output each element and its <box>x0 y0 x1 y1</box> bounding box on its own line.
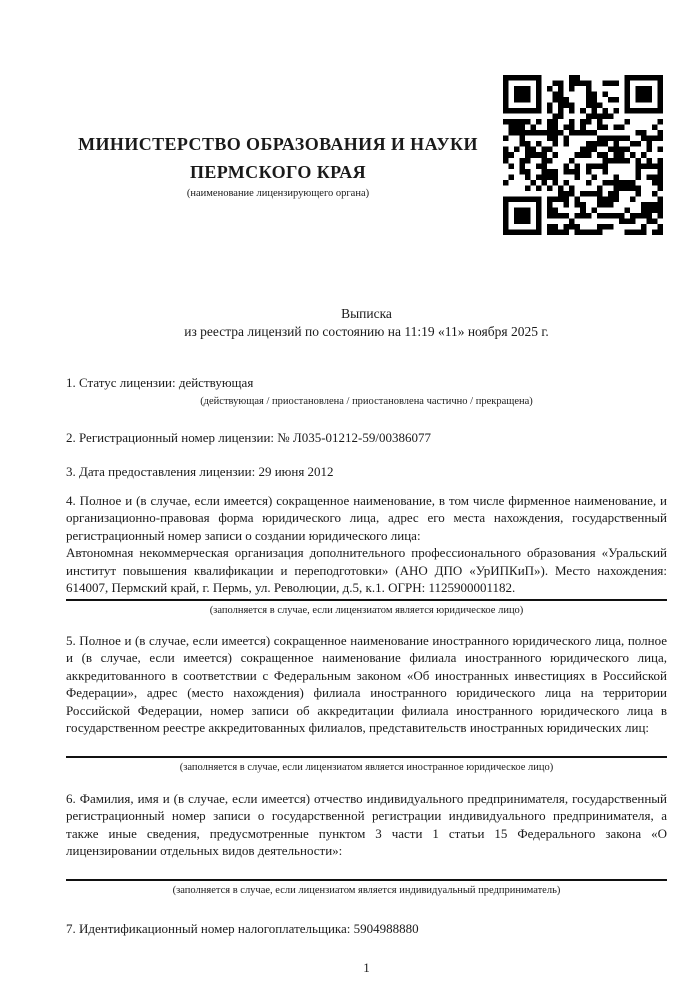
individual-entrepreneur-field-label: 6. Фамилия, имя и (в случае, если имеется) отчество индивидуального предпринимателя, государственный регистрационный номер записи о государственной регистрации индивидуального предпринимателя, а также иные сведения, предусмотренные пунктом 3 части 1 статьи 15 Федерального закона «О лицензировании отдельных видов деятельности»: <box>66 790 667 858</box>
individual-entrepreneur-section <box>66 790 667 897</box>
foreign-entity-field-label: 5. Полное и (в случае, если имеется) сокращенное наименование иностранного юридического лица, полное и (в случае, если имеется) сокращенное наименование филиала иностранного юридического лица, аккредитованного в соответствии с Федеральным законом «Об иностранных инвестициях в Российской Федерации», адрес (место нахождения) филиала иностранного юридического лица на территории Российской Федерации, номер записи об аккредитации филиала иностранного юридического лица в государственном реестре аккредитованных филиалов, представительств иностранных юридических лиц: <box>66 632 667 735</box>
legal-entity-caption: (заполняется в случае, если лицензиатом является юридическое лицо) <box>209 604 524 616</box>
license-status-caption: (действующая / приостановлена / приостановлена частично / прекращена) <box>200 395 533 407</box>
licensing-authority-header <box>66 0 490 201</box>
individual-entrepreneur-caption: (заполняется в случае, если лицензиатом является индивидуальный предприниматель) <box>172 884 561 896</box>
document-title <box>66 305 667 341</box>
foreign-entity-empty-value <box>66 737 667 754</box>
individual-entrepreneur-empty-value <box>66 860 667 877</box>
license-status-line: 1. Статус лицензии: действующая <box>66 375 254 390</box>
document-title-line2: из реестра лицензий по состоянию на 11:19 «11» ноября 2025 г. <box>184 324 549 339</box>
legal-entity-field-label: 4. Полное и (в случае, если имеется) сокращенное наименование, в том числе фирменное наименование, и организационно-правовая форма юридического лица, адрес его места нахождения, государственный регистрационный номер записи о создании юридического лица: <box>66 492 667 543</box>
legal-entity-field-value: Автономная некоммерческая организация дополнительного профессионального образования «Уральский институт повышения квалификации и переподготовки» (АНО ДПО «УрИПКиП»). Место нахождения: 614007, Пермский край, г. Пермь, ул. Революции, д.5, к.1. ОГРН: 1125900001182. <box>66 545 667 595</box>
foreign-entity-caption: (заполняется в случае, если лицензиатом является иностранное юридическое лицо) <box>179 761 554 773</box>
qr-code <box>503 75 663 235</box>
page-number: 1 <box>363 960 370 975</box>
individual-entrepreneur-underline <box>66 879 667 881</box>
taxpayer-id-line: 7. Идентификационный номер налогоплательщика: 5904988880 <box>66 920 419 936</box>
ministry-name-line1: МИНИСТЕРСТВО ОБРАЗОВАНИЯ И НАУКИ <box>78 134 478 154</box>
document-title-line1: Выписка <box>341 306 392 321</box>
legal-entity-underline <box>66 599 667 601</box>
legal-entity-section <box>66 492 667 617</box>
license-grant-date-line: 3. Дата предоставления лицензии: 29 июня 2012 <box>66 464 334 479</box>
foreign-entity-underline <box>66 756 667 758</box>
license-registration-number-line: 2. Регистрационный номер лицензии: № Л035-01212-59/00386077 <box>66 429 432 445</box>
document-body <box>66 374 667 977</box>
ministry-name-line2: ПЕРМСКОГО КРАЯ <box>189 162 367 182</box>
ministry-caption: (наименование лицензирующего органа) <box>186 188 370 199</box>
foreign-entity-section <box>66 632 667 774</box>
